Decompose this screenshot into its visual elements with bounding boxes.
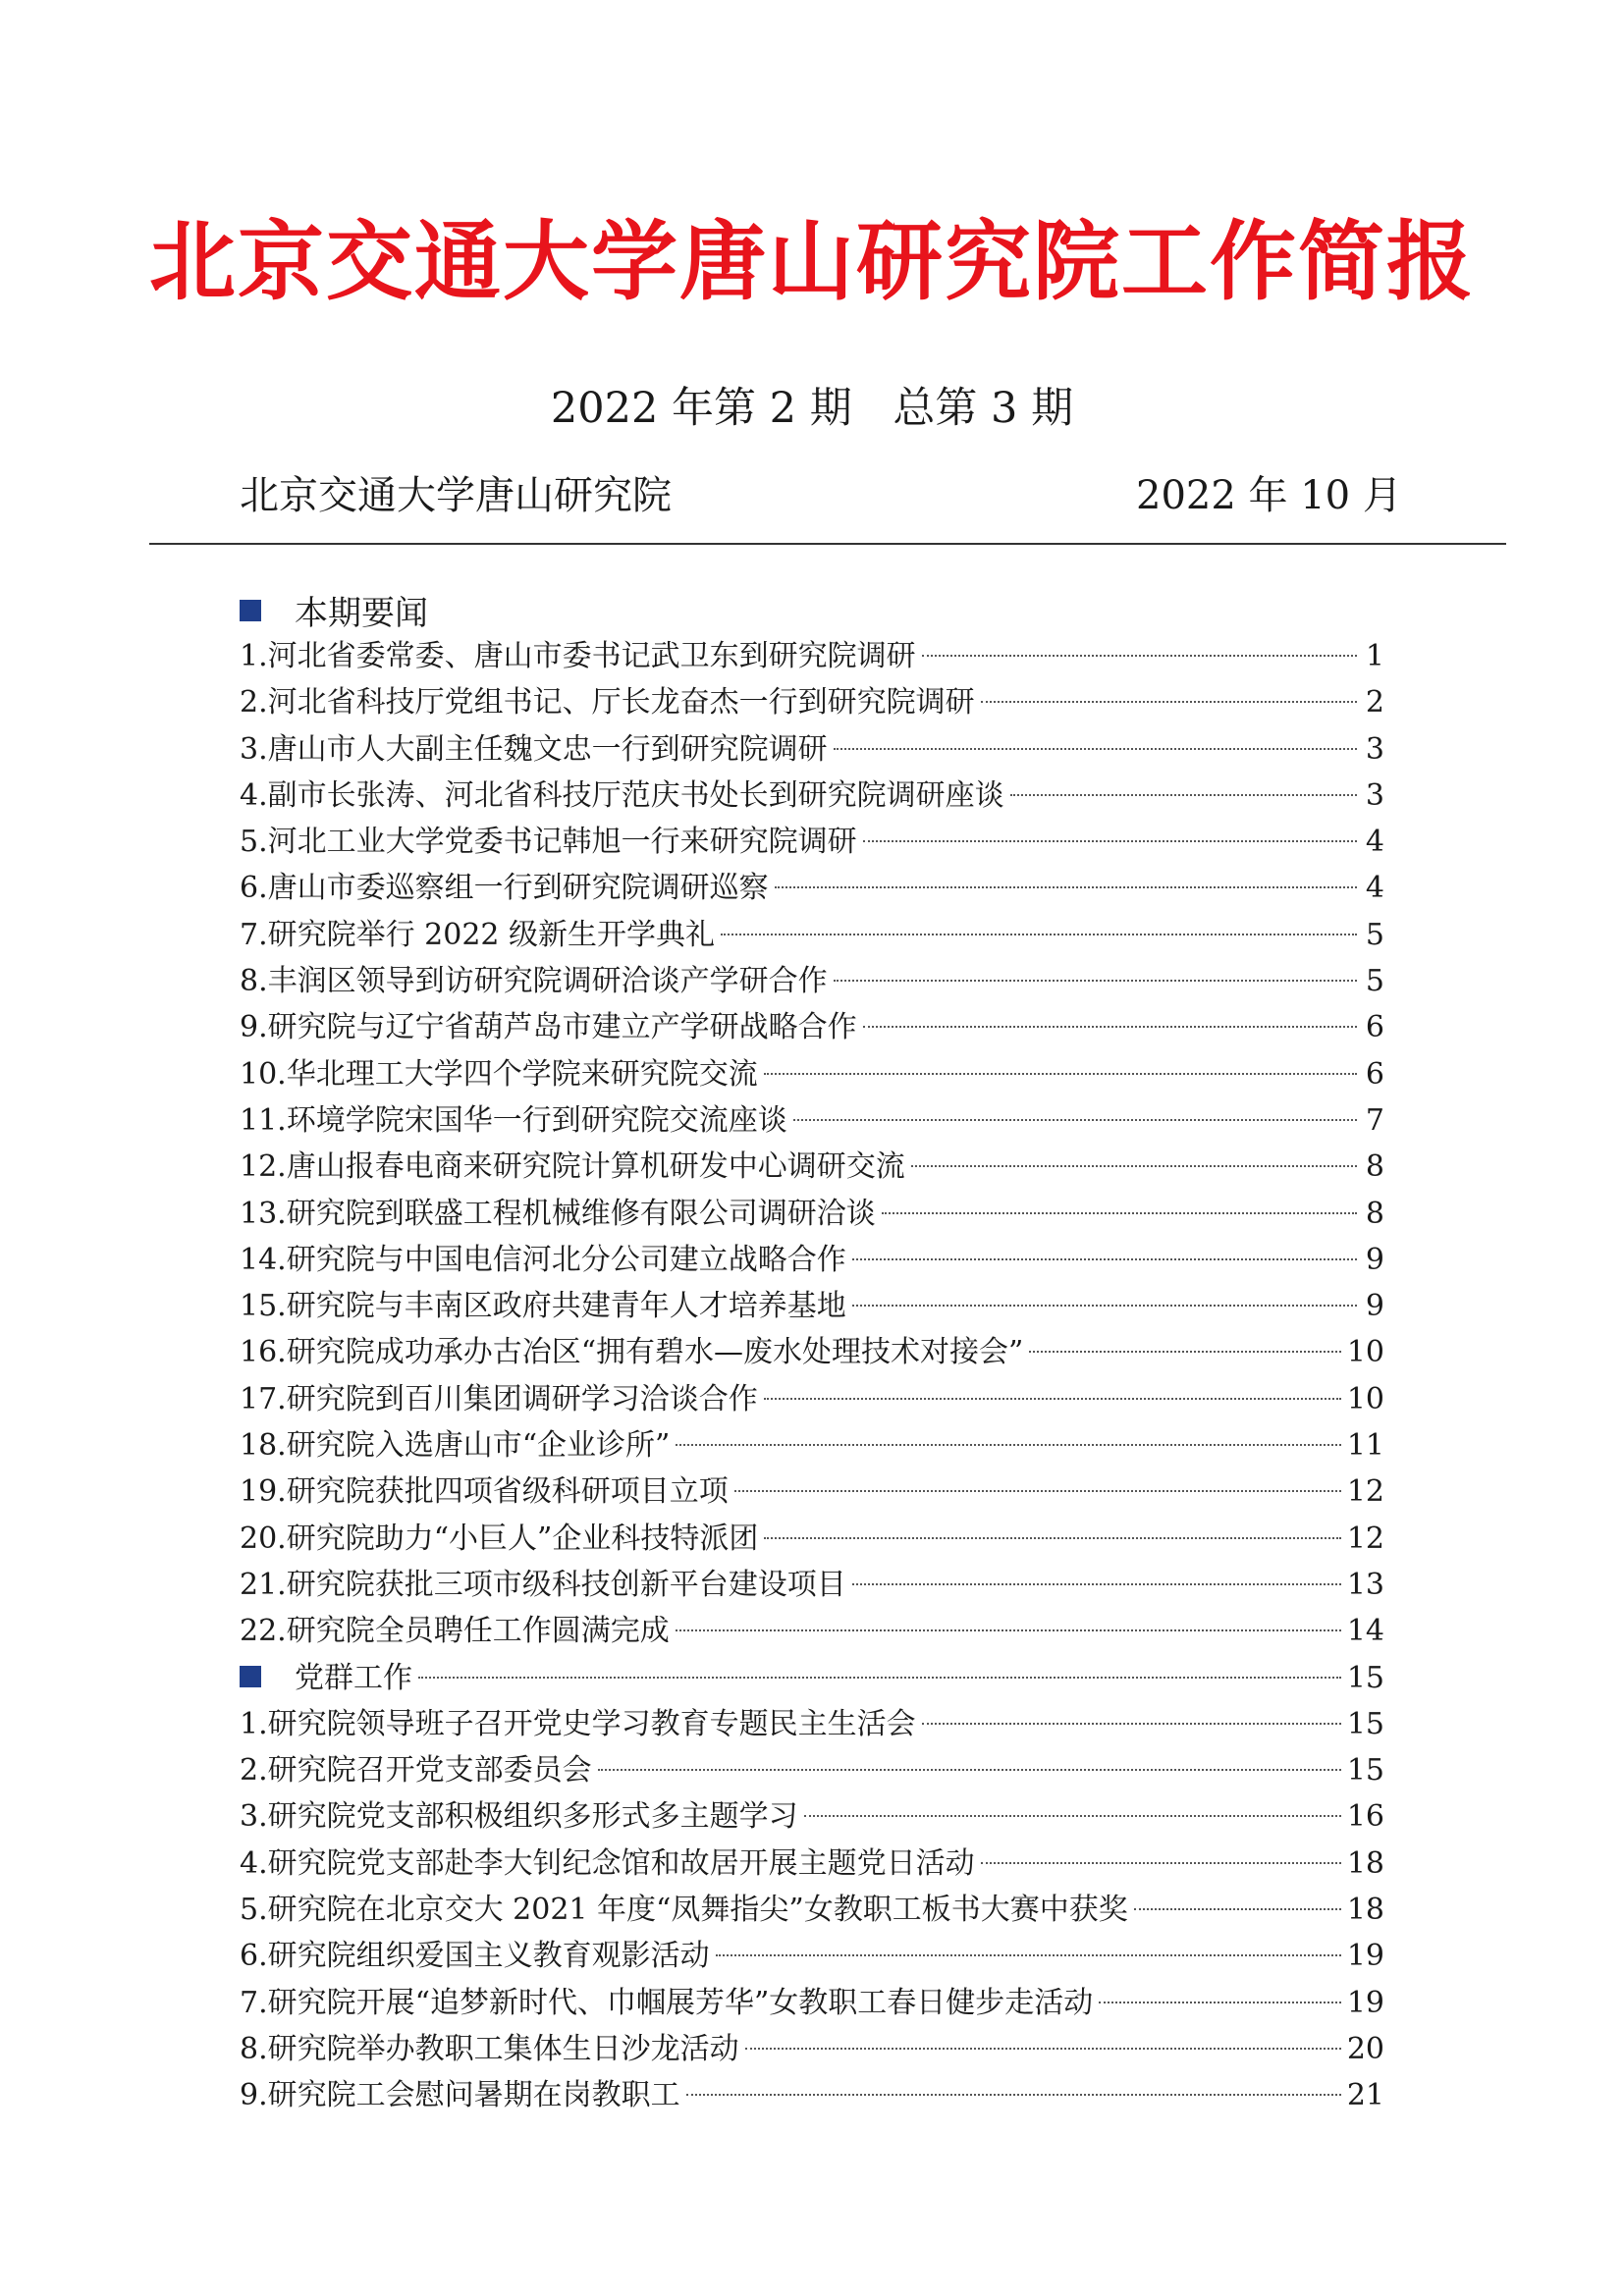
- toc-entry-title: 10.华北理工大学四个学院来研究院交流: [240, 1056, 758, 1092]
- dot-leader: [863, 840, 1357, 842]
- toc-entry[interactable]: [240, 726, 1384, 773]
- toc-entry[interactable]: [240, 865, 1384, 911]
- toc-entry-title: 6.唐山市委巡察组一行到研究院调研巡察: [240, 871, 769, 906]
- page-number: 8: [1365, 1149, 1384, 1185]
- total-issue-number: 总第 3 期: [893, 384, 1074, 433]
- toc-entry-title: 6.研究院组织爱国主义教育观影活动: [240, 1939, 710, 1974]
- toc-entry-title: 9.研究院与辽宁省葫芦岛市建立产学研战略合作: [240, 1010, 857, 1045]
- dot-leader: [598, 1769, 1341, 1771]
- dot-leader: [775, 886, 1357, 888]
- issue-line: [0, 384, 1624, 433]
- dot-leader: [721, 934, 1357, 935]
- publication-date: 2022 年 10 月: [1136, 473, 1402, 518]
- toc-entry[interactable]: [240, 1841, 1384, 1887]
- toc-entry[interactable]: [240, 633, 1384, 679]
- toc-entry-title: 9.研究院工会慰问暑期在岗教职工: [240, 2078, 680, 2113]
- toc-entry-title: 1.河北省委常委、唐山市委书记武卫东到研究院调研: [240, 639, 916, 673]
- toc-entry[interactable]: [240, 1051, 1384, 1097]
- page-number: 8: [1365, 1196, 1384, 1231]
- dot-leader: [745, 2048, 1341, 2050]
- dot-leader: [834, 980, 1357, 982]
- page-number: 14: [1346, 1614, 1384, 1649]
- page-number: 4: [1365, 825, 1384, 860]
- toc-entry[interactable]: [240, 1701, 1384, 1747]
- square-bullet-icon: [240, 1666, 261, 1687]
- dot-leader: [922, 1723, 1341, 1725]
- toc-entry-title: 7.研究院开展“追梦新时代、巾帼展芳华”女教职工春日健步走活动: [240, 1985, 1094, 2020]
- page-number: 2: [1365, 685, 1384, 721]
- dot-leader: [676, 1629, 1341, 1631]
- dot-leader: [1099, 2002, 1341, 2003]
- toc-section-news-list: [240, 633, 1384, 1655]
- dot-leader: [1029, 1351, 1340, 1353]
- dot-leader: [1134, 1908, 1341, 1910]
- dot-leader: [852, 1258, 1357, 1260]
- page-number: 6: [1365, 1056, 1384, 1092]
- dot-leader: [764, 1073, 1357, 1075]
- toc-entry-title: 3.研究院党支部积极组织多形式多主题学习: [240, 1799, 798, 1835]
- toc-entry[interactable]: [240, 1097, 1384, 1144]
- toc-entry-title: 2.研究院召开党支部委员会: [240, 1753, 592, 1789]
- toc-entry-title: 18.研究院入选唐山市“企业诊所”: [240, 1428, 671, 1464]
- dot-leader: [764, 1398, 1341, 1400]
- toc-entry-title: 17.研究院到百川集团调研学习洽谈合作: [240, 1381, 758, 1416]
- toc-entry-title: 2.河北省科技厅党组书记、厅长龙奋杰一行到研究院调研: [240, 685, 975, 721]
- dot-leader: [676, 1444, 1340, 1446]
- page-number: 12: [1346, 1521, 1384, 1556]
- page-number: 3: [1365, 731, 1384, 767]
- toc-entry[interactable]: [240, 819, 1384, 865]
- dot-leader: [852, 1583, 1341, 1585]
- dot-leader: [852, 1305, 1357, 1307]
- dot-leader: [863, 1026, 1357, 1028]
- dot-leader: [834, 748, 1357, 750]
- toc-entry-title: 12.唐山报春电商来研究院计算机研发中心调研交流: [240, 1149, 905, 1185]
- header-divider: [149, 543, 1506, 545]
- page-number: 12: [1346, 1474, 1384, 1510]
- toc-entry[interactable]: [240, 1793, 1384, 1840]
- toc-entry-title: 5.研究院在北京交大 2021 年度“凤舞指尖”女教职工板书大赛中获奖: [240, 1893, 1128, 1928]
- toc-entry[interactable]: [240, 1004, 1384, 1050]
- dot-leader: [922, 655, 1357, 657]
- dot-leader: [686, 2094, 1341, 2096]
- section-title: 本期要闻: [295, 594, 428, 633]
- toc-entry-title: 3.唐山市人大副主任魏文忠一行到研究院调研: [240, 731, 828, 767]
- toc-entry-title: 4.研究院党支部赴李大钊纪念馆和故居开展主题党日活动: [240, 1845, 975, 1881]
- toc-entry-title: 20.研究院助力“小巨人”企业科技特派团: [240, 1521, 759, 1556]
- page-number: 10: [1346, 1381, 1384, 1416]
- page-number: 18: [1346, 1893, 1384, 1928]
- dot-leader: [734, 1490, 1341, 1492]
- toc-entry-title: 19.研究院获批四项省级科研项目立项: [240, 1474, 729, 1510]
- page-number: 20: [1346, 2031, 1384, 2066]
- toc-entry[interactable]: [240, 1887, 1384, 1933]
- report-title: 北京交通大学唐山研究院工作简报: [148, 210, 1475, 312]
- toc-entry[interactable]: [240, 1516, 1384, 1562]
- toc-entry[interactable]: [240, 1283, 1384, 1329]
- toc-entry[interactable]: [240, 1933, 1384, 1979]
- toc-entry[interactable]: [240, 1376, 1384, 1422]
- toc-entry[interactable]: [240, 679, 1384, 725]
- dot-leader: [882, 1212, 1357, 1214]
- toc-entry[interactable]: [240, 1329, 1384, 1375]
- toc-section-party[interactable]: [240, 1655, 1384, 1701]
- dot-leader: [911, 1165, 1357, 1167]
- page-number: 10: [1346, 1335, 1384, 1370]
- toc-entry-title: 21.研究院获批三项市级科技创新平台建设项目: [240, 1567, 846, 1602]
- toc-entry[interactable]: [240, 1144, 1384, 1190]
- dot-leader: [804, 1815, 1341, 1817]
- page-number: 1: [1365, 639, 1384, 673]
- page-number: 15: [1346, 1706, 1384, 1741]
- dot-leader: [764, 1537, 1340, 1539]
- toc-entry-title: 15.研究院与丰南区政府共建青年人才培养基地: [240, 1289, 846, 1324]
- toc-entry-title: 4.副市长张涛、河北省科技厅范庆书处长到研究院调研座谈: [240, 777, 1004, 813]
- toc-entry-title: 7.研究院举行 2022 级新生开学典礼: [240, 917, 716, 952]
- toc-entry-title: 8.研究院举办教职工集体生日沙龙活动: [240, 2031, 739, 2066]
- toc-entry[interactable]: [240, 1747, 1384, 1793]
- dot-leader: [981, 1862, 1341, 1864]
- square-bullet-icon: [240, 600, 261, 621]
- page-number: 7: [1365, 1102, 1384, 1138]
- page-number: 19: [1346, 1985, 1384, 2020]
- toc-entry-title: 22.研究院全员聘任工作圆满完成: [240, 1614, 670, 1649]
- page-number: 9: [1365, 1242, 1384, 1277]
- page-number: 15: [1346, 1660, 1384, 1695]
- dot-leader: [418, 1677, 1341, 1679]
- page-number: 18: [1346, 1845, 1384, 1881]
- table-of-contents: [240, 587, 1384, 2119]
- toc-entry[interactable]: [240, 1191, 1384, 1237]
- toc-entry[interactable]: [240, 2026, 1384, 2072]
- page-number: 13: [1346, 1567, 1384, 1602]
- page-number: 6: [1365, 1010, 1384, 1045]
- page-number: 21: [1346, 2078, 1384, 2113]
- toc-entry[interactable]: [240, 1980, 1384, 2026]
- dot-leader: [793, 1119, 1357, 1121]
- toc-entry[interactable]: [240, 1608, 1384, 1654]
- page-number: 5: [1365, 917, 1384, 952]
- toc-entry[interactable]: [240, 958, 1384, 1004]
- organization-name: 北京交通大学唐山研究院: [240, 473, 672, 518]
- issue-number: 2022 年第 2 期: [550, 384, 852, 433]
- dot-leader: [1010, 794, 1357, 796]
- toc-entry[interactable]: [240, 912, 1384, 958]
- toc-entry[interactable]: [240, 1562, 1384, 1608]
- toc-entry[interactable]: [240, 1237, 1384, 1283]
- page-number: 19: [1346, 1939, 1384, 1974]
- toc-entry-title: 1.研究院领导班子召开党史学习教育专题民主生活会: [240, 1706, 916, 1741]
- toc-entry-title: 13.研究院到联盛工程机械维修有限公司调研洽谈: [240, 1196, 876, 1231]
- toc-entry[interactable]: [240, 1422, 1384, 1468]
- toc-entry-title: 14.研究院与中国电信河北分公司建立战略合作: [240, 1242, 846, 1277]
- page-number: 9: [1365, 1289, 1384, 1324]
- page-number: 4: [1365, 871, 1384, 906]
- dot-leader: [981, 701, 1357, 703]
- toc-entry-title: 5.河北工业大学党委书记韩旭一行来研究院调研: [240, 825, 857, 860]
- toc-entry[interactable]: [240, 2072, 1384, 2118]
- dot-leader: [716, 1954, 1341, 1956]
- toc-entry[interactable]: [240, 773, 1384, 819]
- toc-entry-title: 16.研究院成功承办古冶区“拥有碧水—废水处理技术对接会”: [240, 1335, 1024, 1370]
- page-number: 3: [1365, 777, 1384, 813]
- page-number: 16: [1346, 1799, 1384, 1835]
- section-title: 党群工作: [295, 1660, 412, 1695]
- toc-entry-title: 11.环境学院宋国华一行到研究院交流座谈: [240, 1102, 787, 1138]
- page-number: 15: [1346, 1753, 1384, 1789]
- toc-section-party-list: [240, 1701, 1384, 2119]
- toc-section-news: [240, 587, 1384, 633]
- toc-entry-title: 8.丰润区领导到访研究院调研洽谈产学研合作: [240, 964, 828, 999]
- toc-entry[interactable]: [240, 1468, 1384, 1515]
- page-number: 11: [1346, 1428, 1384, 1464]
- page-number: 5: [1365, 964, 1384, 999]
